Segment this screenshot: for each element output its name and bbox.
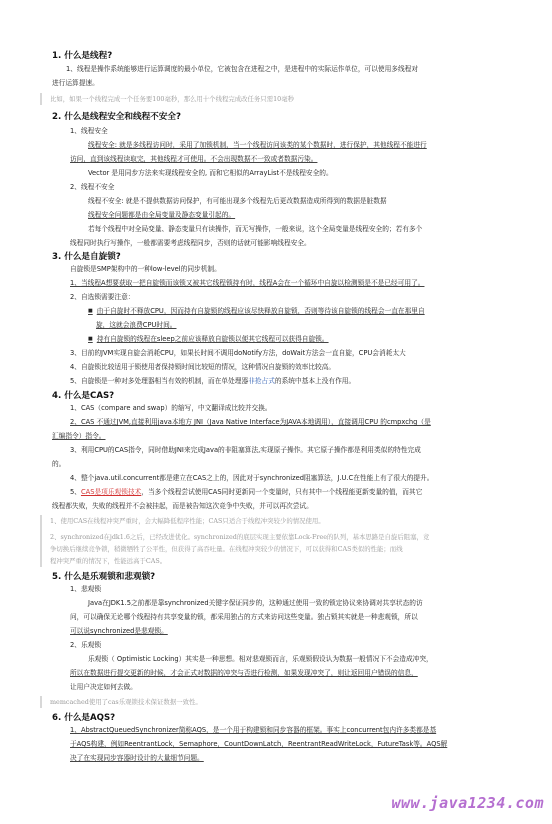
s2-unsafe-line1: 线程不安全: 就是不提供数据访问保护，有可能出现多个线程先后更改数据造成所得到的数据是脏数据 bbox=[88, 197, 387, 205]
s4-line5b: 线程都失败，失败的线程并不会被挂起，而是被告知这次竞争中失败，并可以再次尝试。 bbox=[52, 502, 313, 510]
s3-line3: 3、目前的JVM实现自旋会消耗CPU，如果长时间不调用doNotify方法，doWait方法会一直自旋，CPU会消耗太大 bbox=[70, 349, 406, 357]
s4-line4: 4、整个java.util.concurrent都是建立在CAS之上的，因此对于synchronized阻塞算法，J.U.C在性能上有了很大的提升。 bbox=[70, 474, 434, 482]
s3-bullet1-line2: 旋，这就会浪费CPU时间。 bbox=[96, 321, 177, 329]
s6-line3: 决了在实现同步容器时设计的大量细节问题。 bbox=[70, 754, 204, 762]
section-6-title: 6. 什么是AQS? bbox=[52, 713, 116, 723]
s2-safe-line3: Vector 是用同步方法来实现线程安全的, 而和它相似的ArrayList不是线程安全的。 bbox=[88, 169, 333, 177]
s4-note-line1: 1、使用CAS在线程冲突严重时，会大幅降低程序性能；CAS只适合于线程冲突较少的情况使用。 bbox=[50, 517, 325, 525]
s6-line2: 于AQS构建，例如ReentrantLock，Semaphore，CountDownLatch，ReentrantReadWriteLock，FutureTask等。AQS解 bbox=[70, 740, 448, 748]
s3-bullet1-line1: ■ 由于自旋时不释放CPU，因而持有自旋锁的线程应该尽快释放自旋锁，否则等待该自旋锁的线程会一直在那里自 bbox=[88, 307, 425, 316]
s4-line5-highlight: CAS是项乐观锁技术 bbox=[80, 488, 142, 496]
watermark: www.java1234.com bbox=[391, 794, 544, 812]
s4-line5-end: ，当多个线程尝试使用CAS同时更新同一个变量时，只有其中一个线程能更新变量的值，而其它 bbox=[141, 488, 423, 496]
s4-line2b: 汇编指令）指令。 bbox=[52, 432, 106, 440]
s2-safe-line2: 访问，直到该线程读取完，其他线程才可使用。不会出现数据不一致或者数据污染。 bbox=[70, 155, 318, 163]
s4-line1: 1、CAS（compare and swap）的缩写，中文翻译成比较并交换。 bbox=[70, 404, 272, 412]
section-1-title: 1. 什么是线程? bbox=[52, 51, 113, 61]
s4-line5-start: 5、 bbox=[70, 488, 81, 496]
s4-line3b: 的。 bbox=[52, 460, 66, 468]
s6-line1: 1、AbstractQueuedSynchronizer简称AQS，是一个用于构建锁和同步容器的框架。事实上concurrent包内许多类都是基 bbox=[70, 726, 437, 734]
s2-safe-heading: 1、线程安全 bbox=[70, 127, 108, 135]
section-4-title: 4. 什么是CAS? bbox=[52, 391, 115, 401]
s3-bullet2: ■ 持有自旋锁的线程在sleep之前应该释放自旋锁以便其它线程可以获得自旋锁。 bbox=[88, 335, 329, 344]
s5-pessimistic-line1: Java在JDK1.5之前都是靠synchronized关键字保证同步的，这种通过使用一致的锁定协议来协调对共享状态的访 bbox=[88, 599, 423, 607]
s2-unsafe-heading: 2、线程不安全 bbox=[70, 183, 115, 191]
s5-pessimistic-line2: 问，可以确保无论哪个线程持有共享变量的锁，都采用独占的方式来访问这些变量。独占锁其实就是一种悲观锁，所以 bbox=[70, 613, 418, 621]
s4-line5a bbox=[70, 488, 422, 497]
s4-line3a: 3、利用CPU的CAS指令，同时借助JNI来完成Java的非阻塞算法,实现原子操作。其它原子操作都是利用类似的特性完成 bbox=[70, 446, 421, 454]
s3-line5 bbox=[70, 377, 355, 386]
s5-optimistic-heading: 2、乐观锁 bbox=[70, 641, 102, 649]
s1-note: 比如，如果一个线程完成一个任务要100毫秒，那么用十个线程完成改任务只需10毫秒 bbox=[40, 93, 530, 105]
s4-note bbox=[40, 515, 530, 567]
s5-optimistic-line3: 让用户决定如何去做。 bbox=[70, 683, 137, 691]
s3-line5-end: 的系统中基本上没有作用。 bbox=[274, 377, 356, 385]
s4-note-line2: 2、synchronized在jdk1.6之后，已经改进优化。synchronized的底层实现主要依靠Lock-Free的队列，基本思路是自旋后阻塞，竞 bbox=[50, 533, 430, 541]
s5-optimistic-line2: 所以在数据进行提交更新的时候，才会正式对数据的冲突与否进行检测，如果发现冲突了，则让返回用户错误的信息， bbox=[70, 669, 418, 677]
s1-para-line2: 进行运算提速。 bbox=[52, 79, 99, 87]
section-2-title: 2. 什么是线程安全和线程不安全? bbox=[52, 112, 181, 122]
section-3-title: 3. 什么是自旋锁? bbox=[52, 252, 121, 262]
s4-note-line3: 争切换后继续竞争锁，稍微牺牲了公平性，但获得了高吞吐量。在线程冲突较少的情况下，可以获得和CAS类似的性能；而线 bbox=[50, 545, 403, 553]
s3-line2: 2、自选锁需要注意： bbox=[70, 293, 135, 301]
s2-unsafe-line4: 线程同时执行写操作，一般都需要考虑线程同步，否则的话就可能影响线程安全。 bbox=[70, 239, 311, 247]
s3-line1: 1、当线程A想要获取一把自旋锁而该锁又被其它线程锁持有时，线程A会在一个循环中自旋以检测锁是不是已经可用了。 bbox=[70, 279, 425, 287]
s5-pessimistic-line3: 可以说synchronized是悲观锁。 bbox=[70, 627, 168, 635]
s3-line5-start: 5、自旋锁是一种对多处理器相当有效的机制，而在单处理器 bbox=[70, 377, 249, 385]
s4-note-line4: 程冲突严重的情况下，性能远高于CAS。 bbox=[50, 557, 167, 565]
s5-pessimistic-heading: 1、悲观锁 bbox=[70, 585, 102, 593]
s3-line4: 4、自旋锁比较适用于锁使用者保持锁时间比较短的情况，这种情况自旋锁的效率比较高。 bbox=[70, 363, 336, 371]
s2-safe-line1: 线程安全: 就是多线程访问时，采用了加锁机制，当一个线程访问该类的某个数据时，进行保护，其他线程不能进行 bbox=[88, 141, 427, 149]
section-5-title: 5. 什么是乐观锁和悲观锁? bbox=[52, 572, 156, 582]
s4-line2a: 2、CAS 不通过JVM,直接利用java本地方 JNI（Java Native Interface为JAVA本地调用），直接调用CPU 的cmpxchg（是 bbox=[70, 418, 431, 426]
s5-optimistic-line1: 乐观锁（ Optimistic Locking）其实是一种思想。相对悲观锁而言，乐观锁假设认为数据一般情况下不会造成冲突， bbox=[88, 655, 433, 663]
s5-note: memcached使用了cas乐观锁技术保证数据一致性。 bbox=[40, 696, 530, 708]
s2-unsafe-line3: 若每个线程中对全局变量、静态变量只有读操作，而无写操作，一般来说，这个全局变量是线程安全的；若有多个 bbox=[88, 225, 423, 233]
s2-unsafe-line2: 线程安全问题都是由全局变量及静态变量引起的。 bbox=[88, 211, 236, 219]
s1-para-line1: 1、线程是操作系统能够进行运算调度的最小单位，它被包含在进程之中，是进程中的实际运作单位，可以使用多线程对 bbox=[66, 65, 419, 73]
s3-line5-highlight: 非抢占式 bbox=[248, 377, 275, 385]
s3-intro: 自旋锁是SMP架构中的一种low-level的同步机制。 bbox=[70, 265, 221, 273]
